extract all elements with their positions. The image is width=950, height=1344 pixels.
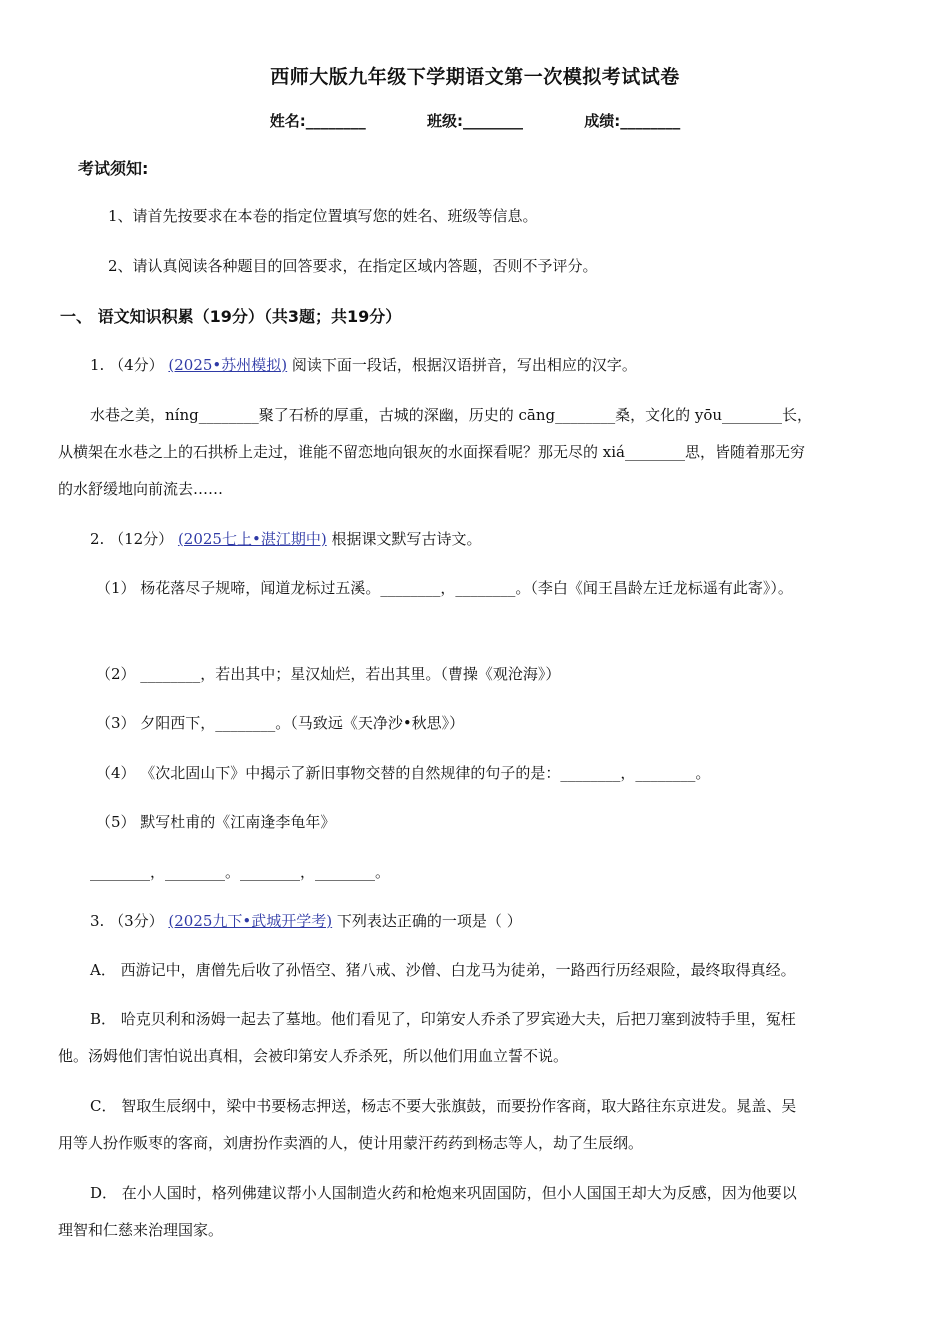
question-3-source-link[interactable]: (2025九下•武城开学考) [168,912,333,930]
question-2-sub-3: （3） 夕阳西下，________。（马致远《天净沙•秋思》） [96,714,465,732]
question-2-source-link[interactable]: (2025七上•湛江期中) [177,530,327,548]
question-2-sub-2: （2） ________，若出其中；星汉灿烂，若出其里。（曹操《观沧海》） [96,665,561,683]
question-3-option-d-line-1[interactable]: D． 在小人国时，格列佛建议帮小人国制造火药和枪炮来巩固国防，但小人国国王却大为反感，因为他要以 [90,1184,797,1202]
question-3-prefix: 3. （3分） [90,912,164,930]
question-1-source-link[interactable]: (2025•苏州模拟) [168,356,288,374]
name-field[interactable]: 姓名:________ [269,112,366,130]
page-title: 西师大版九年级下学期语文第一次模拟考试试卷 [270,66,680,88]
question-3-option-c-line-1[interactable]: C． 智取生辰纲中，梁中书要杨志押送，杨志不要大张旗鼓，而要扮作客商，取大路往东京进发。晁盖、吴 [90,1097,797,1115]
question-3-option-a[interactable]: A． 西游记中，唐僧先后收了孙悟空、猪八戒、沙僧、白龙马为徒弟，一路西行历经艰险，最终取得真经。 [90,961,796,979]
question-2-sub-4: （4） 《次北固山下》中揭示了新旧事物交替的自然规律的句子的是：________，________。 [96,764,711,782]
question-3-option-d-line-2[interactable]: 理智和仁慈来治理国家。 [58,1221,224,1239]
question-1-line-3: 的水舒缓地向前流去…… [58,480,224,498]
question-3-option-c-line-2[interactable]: 用等人扮作贩枣的客商，刘唐扮作卖酒的人，使计用蒙汗药药到杨志等人，劫了生辰纲。 [58,1134,644,1152]
class-field[interactable]: 班级:________ [427,112,523,130]
question-3-option-b-line-2[interactable]: 他。汤姆他们害怕说出真相，会被印第安人乔杀死，所以他们用血立誓不说。 [58,1047,569,1065]
notice-item-2: 2、请认真阅读各种题目的回答要求，在指定区域内答题，否则不予评分。 [108,257,598,275]
question-1-prefix: 1. （4分） [90,356,164,374]
score-field[interactable]: 成绩:________ [584,112,681,130]
question-1-line-1: 水巷之美，níng________聚了石桥的厚重，古城的深幽，历史的 cāng________桑，文化的 yōu________长， [90,406,813,424]
question-2-sub-5-blanks: ________，________。________，________。 [90,863,391,881]
section-heading: 一、 语文知识积累（19分）（共3题；共19分） [60,307,402,326]
question-3-header [90,910,522,931]
notice-heading: 考试须知: [78,159,149,178]
question-3-stem: 下列表达正确的一项是（ ） [336,912,522,930]
question-3-option-b-line-1[interactable]: B． 哈克贝利和汤姆一起去了墓地。他们看见了，印第安人乔杀了罗宾逊大夫，后把刀塞到波特手里，冤枉 [90,1010,796,1028]
notice-item-1: 1、请首先按要求在本卷的指定位置填写您的姓名、班级等信息。 [108,207,538,225]
question-2-sub-1: （1） 杨花落尽子规啼，闻道龙标过五溪。________，________。（李白《闻王昌龄左迁龙标遥有此寄》）。 [96,579,793,597]
question-2-sub-5: （5） 默写杜甫的《江南逢李龟年》 [96,813,336,831]
question-1-line-2: 从横架在水巷之上的石拱桥上走过，谁能不留恋地向银灰的水面探看呢？那无尽的 xiá________思，皆随着那无穷 [58,443,805,461]
question-1-header [90,354,637,375]
student-info-row [0,110,950,131]
question-1-stem: 阅读下面一段话，根据汉语拼音，写出相应的汉字。 [291,356,637,374]
question-2-header [90,528,481,549]
question-2-prefix: 2. （12分） [90,530,174,548]
question-2-stem: 根据课文默写古诗文。 [331,530,482,548]
